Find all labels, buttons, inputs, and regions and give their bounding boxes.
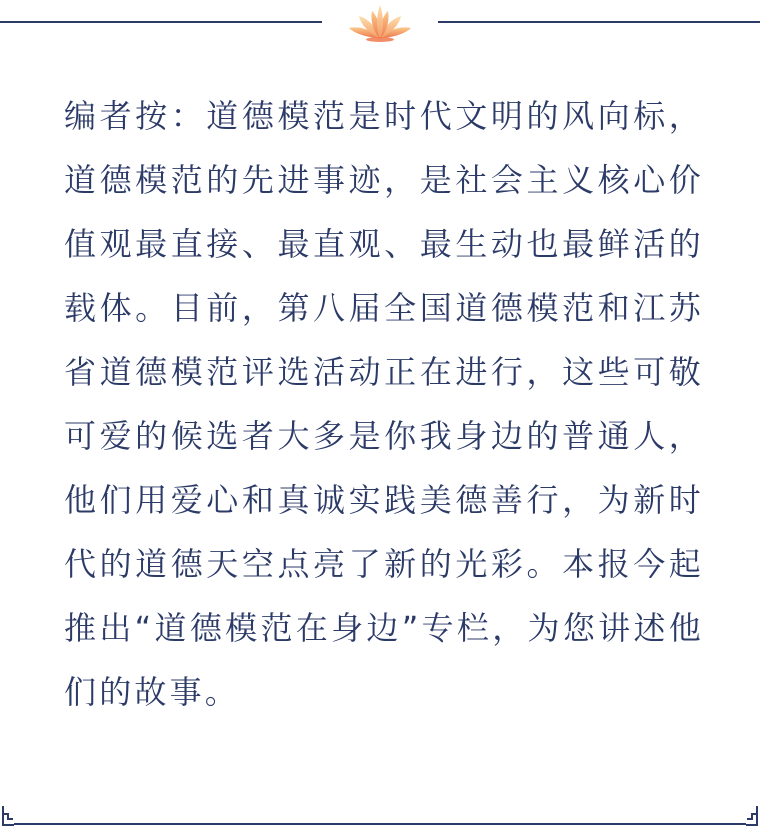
editor-note-paragraph: 编者按：道德模范是时代文明的风向标，道德模范的先进事迹，是社会主义核心价值观最直接、最直观、最生动也最鲜活的载体。目前，第八届全国道德模范和江苏省道德模范评选活动正在进行，这些可敬可爱的候选者大多是你我身边的普通人，他们用爱心和真诚实践美德善行，为新时代的道德天空点亮了新的光彩。本报今起推出“道德模范在身边”专栏，为您讲述他们的故事。 (64, 97, 704, 711)
corner-bracket-icon (740, 800, 760, 826)
bottom-divider (14, 823, 746, 825)
top-divider-left (0, 21, 322, 23)
lotus-icon (347, 2, 413, 44)
top-divider-right (438, 21, 760, 23)
